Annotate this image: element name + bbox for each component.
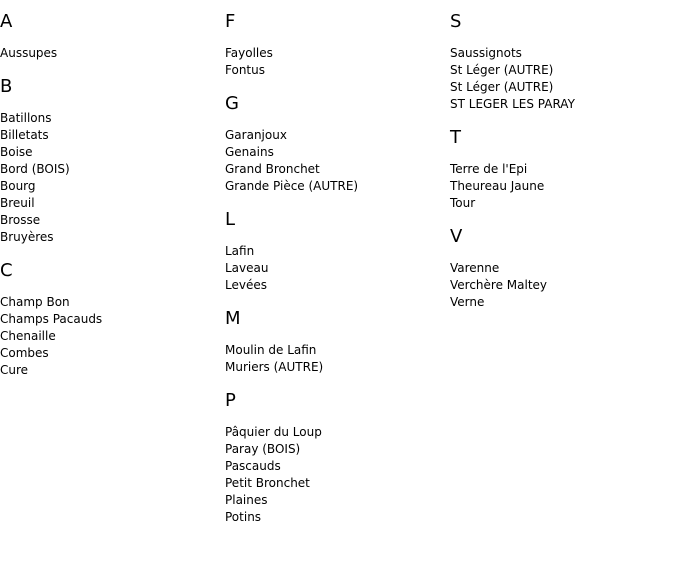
letter-group	[225, 209, 450, 294]
list-item	[0, 212, 225, 229]
list-item	[225, 492, 450, 509]
list-item	[225, 509, 450, 526]
index-column-3	[450, 0, 675, 325]
entry-link[interactable]: Potins	[225, 510, 262, 524]
entry-link[interactable]: Champs Pacauds	[0, 312, 103, 326]
entry-list	[225, 127, 450, 195]
list-item	[0, 362, 225, 379]
entry-list	[225, 342, 450, 376]
list-item	[450, 96, 675, 113]
entry-link[interactable]: Cure	[0, 363, 29, 377]
letter-heading: C	[0, 260, 13, 281]
list-item	[0, 45, 225, 62]
entry-link[interactable]: Bourg	[0, 179, 36, 193]
entry-list	[225, 243, 450, 294]
list-item	[225, 127, 450, 144]
list-item	[225, 62, 450, 79]
entry-link[interactable]: Billetats	[0, 128, 49, 142]
list-item	[0, 161, 225, 178]
list-item	[0, 328, 225, 345]
list-item	[0, 345, 225, 362]
list-item	[225, 260, 450, 277]
letter-heading: V	[450, 226, 463, 247]
list-item	[450, 178, 675, 195]
letter-group	[0, 260, 225, 379]
list-item	[225, 277, 450, 294]
entry-link[interactable]: Verne	[450, 295, 485, 309]
list-item	[450, 79, 675, 96]
entry-link[interactable]: Chenaille	[0, 329, 56, 343]
list-item	[0, 294, 225, 311]
entry-link[interactable]: Verchère Maltey	[450, 278, 548, 292]
entry-link[interactable]: Laveau	[225, 261, 269, 275]
list-item	[450, 294, 675, 311]
letter-group	[0, 11, 225, 62]
entry-link[interactable]: Genains	[225, 145, 274, 159]
list-item	[450, 195, 675, 212]
entry-list	[450, 45, 675, 113]
letter-heading: A	[0, 11, 13, 32]
list-item	[225, 458, 450, 475]
letter-heading: F	[225, 11, 236, 32]
list-item	[225, 342, 450, 359]
entry-link[interactable]: Saussignots	[450, 46, 522, 60]
entry-link[interactable]: Grand Bronchet	[225, 162, 320, 176]
list-item	[225, 243, 450, 260]
entry-list	[450, 260, 675, 311]
entry-list	[0, 45, 225, 62]
letter-heading: S	[450, 11, 462, 32]
entry-list	[225, 45, 450, 79]
entry-link[interactable]: Pascauds	[225, 459, 281, 473]
entry-list	[0, 294, 225, 379]
entry-link[interactable]: St Léger (AUTRE)	[450, 63, 554, 77]
entry-link[interactable]: Combes	[0, 346, 49, 360]
entry-link[interactable]: Boise	[0, 145, 33, 159]
entry-list	[225, 424, 450, 526]
list-item	[225, 178, 450, 195]
list-item	[0, 311, 225, 328]
letter-group	[450, 11, 675, 113]
entry-link[interactable]: Pâquier du Loup	[225, 425, 322, 439]
list-item	[225, 161, 450, 178]
list-item	[0, 144, 225, 161]
list-item	[450, 62, 675, 79]
entry-link[interactable]: Muriers (AUTRE)	[225, 360, 324, 374]
letter-heading: M	[225, 308, 241, 329]
list-item	[225, 441, 450, 458]
letter-group	[450, 127, 675, 212]
entry-link[interactable]: Grande Pièce (AUTRE)	[225, 179, 359, 193]
entry-list	[0, 110, 225, 246]
entry-link[interactable]: Aussupes	[0, 46, 58, 60]
list-item	[225, 475, 450, 492]
letter-heading: B	[0, 76, 13, 97]
letter-group	[0, 76, 225, 246]
list-item	[0, 110, 225, 127]
list-item	[450, 45, 675, 62]
letter-group	[225, 390, 450, 526]
entry-link[interactable]: Plaines	[225, 493, 268, 507]
letter-group	[225, 93, 450, 195]
letter-group	[450, 226, 675, 311]
list-item	[225, 45, 450, 62]
list-item	[0, 229, 225, 246]
index-column-1	[0, 0, 225, 393]
letter-heading: L	[225, 209, 236, 230]
entry-link[interactable]: ST LEGER LES PARAY	[450, 97, 575, 111]
index-column-2	[225, 0, 450, 540]
entry-link[interactable]: Levées	[225, 278, 267, 292]
entry-link[interactable]: Theureau Jaune	[450, 179, 545, 193]
entry-link[interactable]: Fontus	[225, 63, 265, 77]
list-item	[225, 424, 450, 441]
letter-heading: T	[450, 127, 461, 148]
list-item	[450, 277, 675, 294]
entry-link[interactable]: Tour	[450, 196, 476, 210]
letter-group	[225, 11, 450, 79]
list-item	[0, 178, 225, 195]
letter-heading: G	[225, 93, 239, 114]
entry-link[interactable]: Moulin de Lafin	[225, 343, 317, 357]
entry-link[interactable]: Bruyères	[0, 230, 54, 244]
letter-group	[225, 308, 450, 376]
letter-heading: P	[225, 390, 236, 411]
entry-link[interactable]: Bord (BOIS)	[0, 162, 70, 176]
entry-link[interactable]: Varenne	[450, 261, 500, 275]
list-item	[450, 260, 675, 277]
entry-link[interactable]: Paray (BOIS)	[225, 442, 301, 456]
list-item	[0, 195, 225, 212]
entry-link[interactable]: Brosse	[0, 213, 41, 227]
entry-link[interactable]: St Léger (AUTRE)	[450, 80, 554, 94]
entry-link[interactable]: Petit Bronchet	[225, 476, 310, 490]
entry-link[interactable]: Breuil	[0, 196, 35, 210]
entry-link[interactable]: Champ Bon	[0, 295, 70, 309]
entry-list	[450, 161, 675, 212]
entry-link[interactable]: Terre de l'Epi	[450, 162, 528, 176]
list-item	[450, 161, 675, 178]
list-item	[0, 127, 225, 144]
list-item	[225, 144, 450, 161]
list-item	[225, 359, 450, 376]
entry-link[interactable]: Batillons	[0, 111, 52, 125]
entry-link[interactable]: Lafin	[225, 244, 255, 258]
entry-link[interactable]: Fayolles	[225, 46, 273, 60]
entry-link[interactable]: Garanjoux	[225, 128, 287, 142]
